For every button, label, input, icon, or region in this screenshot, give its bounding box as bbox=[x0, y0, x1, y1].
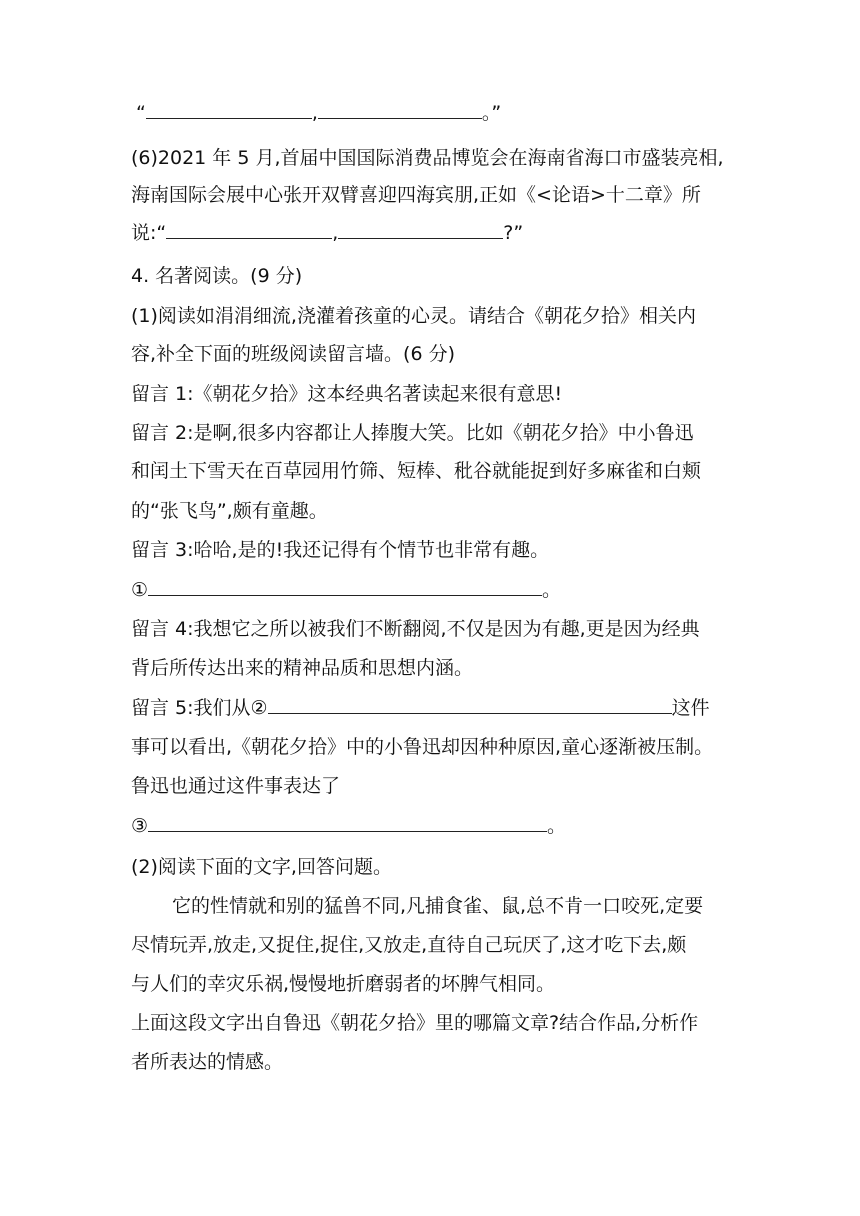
message-5-line2: 事可以看出,《朝花夕拾》中的小鲁迅却因种种原因,童心逐渐被压制。 bbox=[131, 736, 714, 758]
message-5-suffix: 这件 bbox=[671, 697, 710, 719]
answer-line-prev bbox=[136, 99, 501, 127]
fill-blank[interactable] bbox=[148, 577, 542, 596]
blank-3-end: 。 bbox=[547, 815, 567, 837]
blank-1-end: 。 bbox=[542, 579, 562, 601]
message-2-line3: 的“张飞鸟”,颇有童趣。 bbox=[131, 500, 328, 522]
q4-p1-line2: 容,补全下面的班级阅读留言墙。(6 分) bbox=[131, 343, 455, 365]
fill-blank[interactable] bbox=[166, 220, 332, 239]
message-4-line1: 留言 4:我想它之所以被我们不断翻阅,不仅是因为有趣,更是因为经典 bbox=[131, 618, 700, 640]
quote-open: “ bbox=[136, 102, 146, 124]
comma: , bbox=[311, 102, 318, 124]
passage-line2: 尽情玩弄,放走,又捉住,捉住,又放走,直待自己玩厌了,这才吃下去,颇 bbox=[131, 934, 687, 956]
q6-end: ?” bbox=[503, 222, 524, 244]
question-line1: 上面这段文字出自鲁迅《朝花夕拾》里的哪篇文章?结合作品,分析作 bbox=[131, 1012, 699, 1034]
passage-line3: 与人们的幸灾乐祸,慢慢地折磨弱者的坏脾气相同。 bbox=[131, 973, 556, 995]
message-4-line2: 背后所传达出来的精神品质和思想内涵。 bbox=[131, 657, 474, 679]
fill-blank[interactable] bbox=[148, 813, 547, 832]
q6-prefix: 说:“ bbox=[131, 222, 167, 244]
circled-3: ③ bbox=[131, 815, 149, 837]
q4-p1-line1: (1)阅读如涓涓细流,浇灌着孩童的心灵。请结合《朝花夕拾》相关内 bbox=[131, 305, 696, 327]
message-1: 留言 1:《朝花夕拾》这本经典名著读起来很有意思! bbox=[131, 383, 563, 405]
message-5-line3: 鲁迅也通过这件事表达了 bbox=[131, 775, 341, 797]
question-line2: 者所表达的情感。 bbox=[131, 1051, 284, 1073]
blank-3-line bbox=[131, 812, 566, 840]
blank-1-line bbox=[131, 576, 561, 604]
fill-blank[interactable] bbox=[268, 695, 672, 714]
message-5-line1 bbox=[131, 694, 710, 722]
circled-1: ① bbox=[131, 579, 149, 601]
q6-comma: , bbox=[332, 222, 339, 244]
q4-title: 4. 名著阅读。(9 分) bbox=[131, 265, 303, 287]
fill-blank[interactable] bbox=[338, 220, 503, 239]
message-5-prefix: 留言 5:我们从② bbox=[131, 697, 268, 719]
fill-blank[interactable] bbox=[146, 100, 312, 119]
passage-line1: 它的性情就和别的猛兽不同,凡捕食雀、鼠,总不肯一口咬死,定要 bbox=[172, 895, 704, 917]
message-2-line1: 留言 2:是啊,很多内容都让人捧腹大笑。比如《朝花夕拾》中小鲁迅 bbox=[131, 422, 694, 444]
message-2-line2: 和闰土下雪天在百草园用竹筛、短棒、秕谷就能捉到好多麻雀和白颊 bbox=[131, 460, 702, 482]
q6-line2: 海南国际会展中心张开双臂喜迎四海宾朋,正如《<论语>十二章》所 bbox=[131, 184, 701, 206]
fill-blank[interactable] bbox=[318, 100, 482, 119]
quote-close: 。” bbox=[481, 102, 502, 124]
q6-line3 bbox=[131, 219, 523, 247]
q6-line1: (6)2021 年 5 月,首届中国国际消费品博览会在海南省海口市盛装亮相, bbox=[131, 147, 724, 169]
q4-p2-title: (2)阅读下面的文字,回答问题。 bbox=[131, 856, 392, 878]
message-3: 留言 3:哈哈,是的!我还记得有个情节也非常有趣。 bbox=[131, 539, 550, 561]
